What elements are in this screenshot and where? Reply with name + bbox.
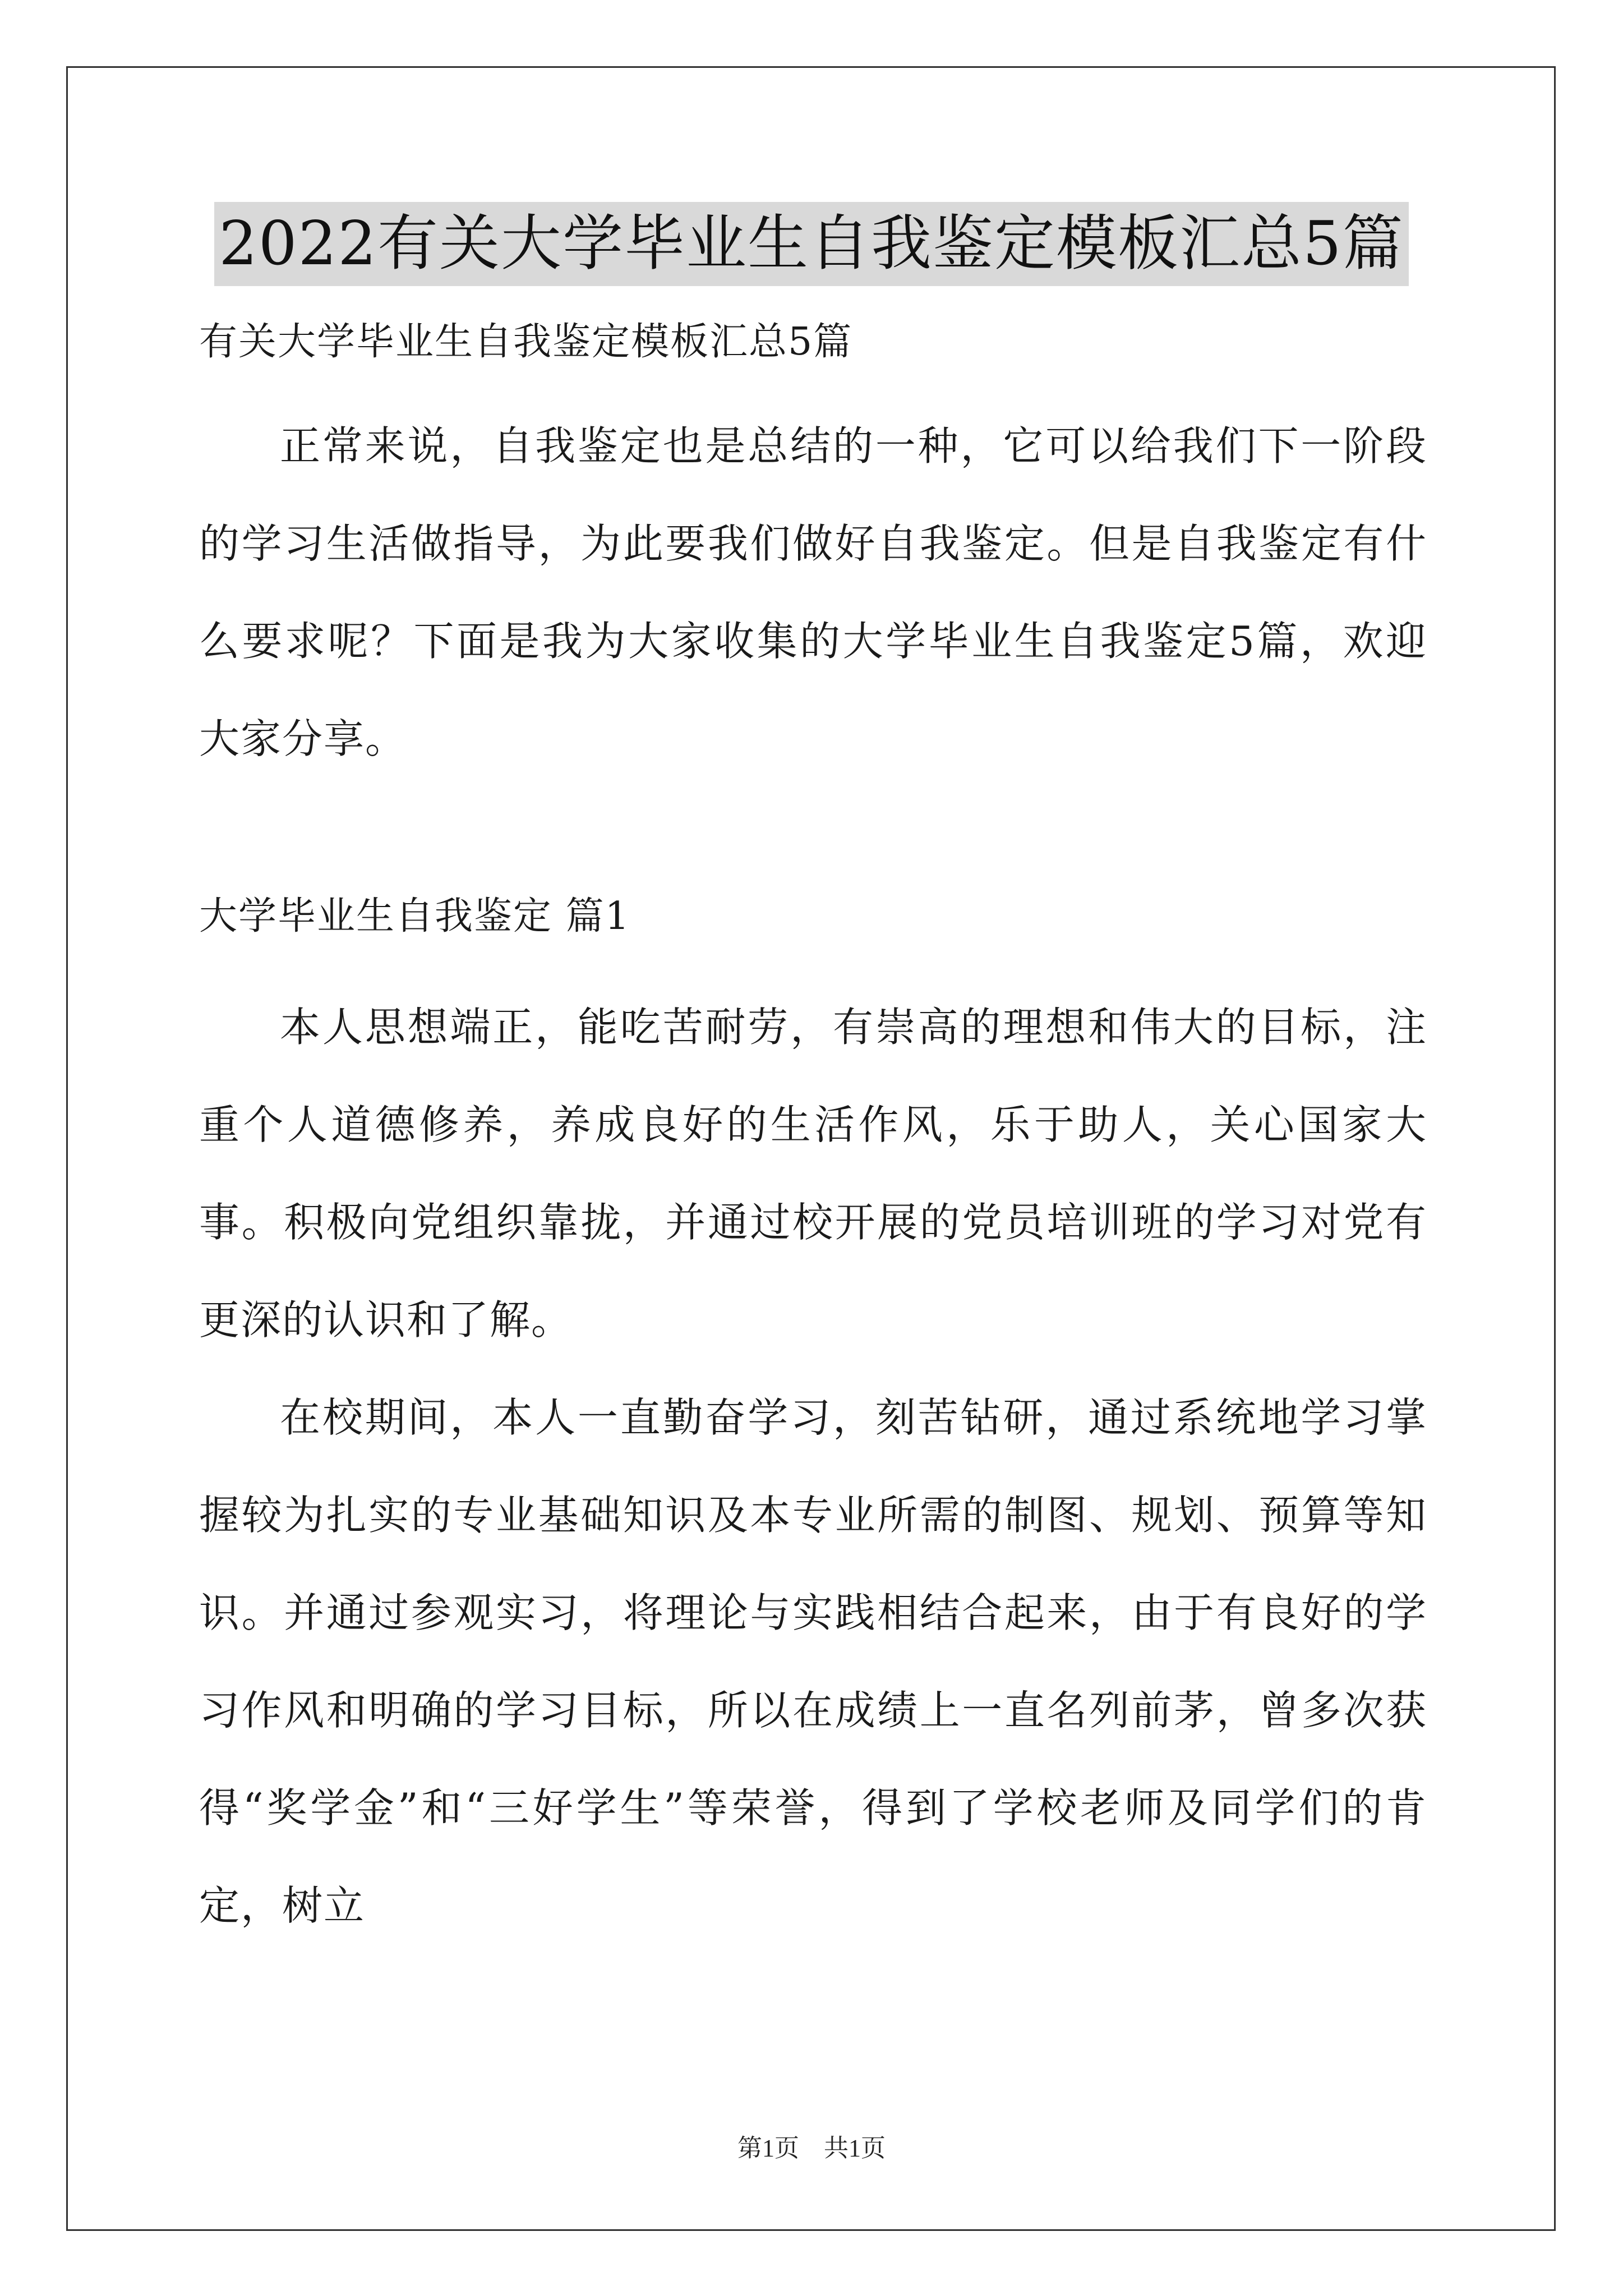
page-footer: 第1页 共1页 — [737, 2134, 886, 2162]
section-heading: 大学毕业生自我鉴定 篇1 — [199, 894, 630, 938]
document-title: 2022有关大学毕业生自我鉴定模板汇总5篇 — [214, 202, 1409, 286]
document-body — [199, 314, 1427, 1954]
title-container — [0, 202, 1623, 286]
document-subtitle: 有关大学毕业生自我鉴定模板汇总5篇 — [199, 320, 853, 364]
section-spacer — [199, 788, 1427, 889]
body-paragraph: 在校期间，本人一直勤奋学习，刻苦钻研，通过系统地学习掌握较为扎实的专业基础知识及本专业所需的制图、规划、预算等知识。并通过参观实习，将理论与实践相结合起来，由于有良好的学习作风和明确的学习目标，所以在成绩上一直名列前茅，曾多次获得“奖学金”和“三好学生”等荣誉，得到了学校老师及同学们的肯定，树立 — [199, 1394, 1427, 1929]
body-paragraph: 本人思想端正，能吃苦耐劳，有崇高的理想和伟大的目标，注重个人道德修养，养成良好的生活作风，乐于助人，关心国家大事。积极向党组织靠拢，并通过校开展的党员培训班的学习对党有更深的认识和了解。 — [199, 1004, 1427, 1343]
intro-paragraph: 正常来说，自我鉴定也是总结的一种，它可以给我们下一阶段的学习生活做指导，为此要我们做好自我鉴定。但是自我鉴定有什么要求呢？下面是我为大家收集的大学毕业生自我鉴定5篇，欢迎大家分享。 — [199, 422, 1427, 762]
